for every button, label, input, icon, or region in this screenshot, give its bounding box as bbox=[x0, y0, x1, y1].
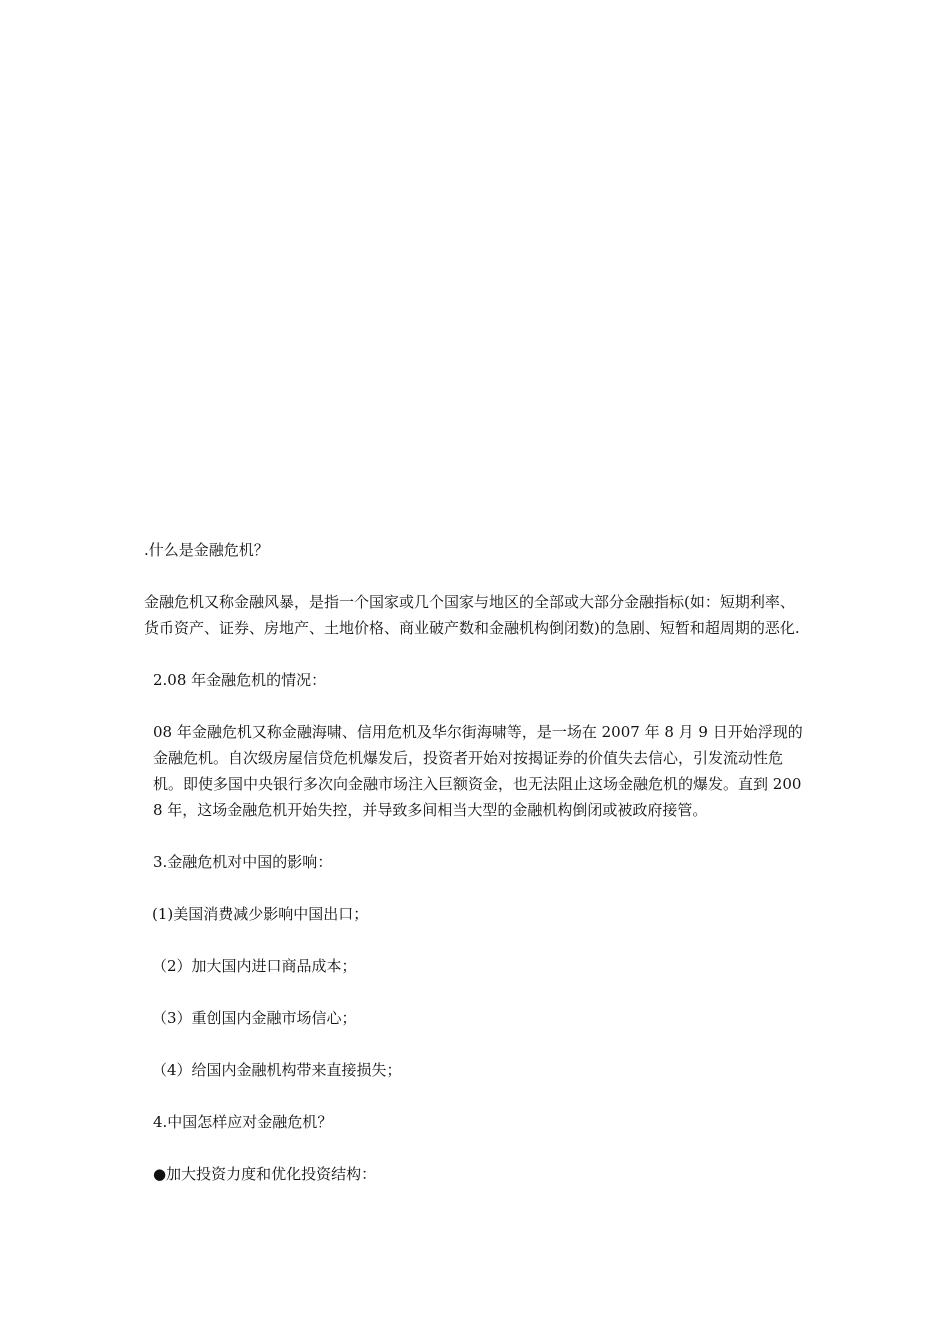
paragraph-gap bbox=[144, 1031, 808, 1057]
paragraph-gap bbox=[144, 823, 808, 849]
section-heading-what-is-crisis: .什么是金融危机？ bbox=[144, 541, 269, 559]
paragraph-gap bbox=[144, 693, 808, 719]
paragraph-gap bbox=[144, 641, 808, 667]
section-heading-impact-china: 3.金融危机对中国的影响： bbox=[153, 853, 333, 871]
impact-item-2: （2）加大国内进口商品成本； bbox=[152, 957, 357, 975]
paragraph-gap bbox=[144, 979, 808, 1005]
paragraph-gap bbox=[144, 1135, 808, 1161]
document-body bbox=[144, 537, 808, 1187]
paragraph-gap bbox=[144, 875, 808, 901]
paragraph-gap bbox=[144, 563, 808, 589]
section-heading-china-response: 4.中国怎样应对金融危机？ bbox=[153, 1113, 333, 1131]
definition-paragraph: 金融危机又称金融风暴，是指一个国家或几个国家与地区的全部或大部分金融指标(如：短期利率、货币资产、证券、房地产、土地价格、商业破产数和金融机构倒闭数)的急剧、短暂和超周期的恶化. bbox=[144, 593, 800, 637]
section-heading-2008-crisis: 2.08 年金融危机的情况： bbox=[153, 671, 327, 689]
response-bullet-1: ●加大投资力度和优化投资结构： bbox=[153, 1165, 377, 1183]
impact-item-3: （3）重创国内金融市场信心； bbox=[152, 1009, 357, 1027]
paragraph-gap bbox=[144, 927, 808, 953]
crisis-description-paragraph: 08 年金融危机又称金融海啸、信用危机及华尔街海啸等，是一场在 2007 年 8 月 9 日开始浮现的金融危机。自次级房屋信贷危机爆发后，投资者开始对按揭证券的价值失去信心，引发流动性危机。即使多国中央银行多次向金融市场注入巨额资金，也无法阻止这场金融危机的爆发。直到 2008 年，这场金融危机开始失控，并导致多间相当大型的金融机构倒闭或被政府接管。 bbox=[153, 723, 803, 819]
impact-item-1: (1)美国消费减少影响中国出口； bbox=[152, 905, 369, 923]
paragraph-gap bbox=[144, 1083, 808, 1109]
impact-item-4: （4）给国内金融机构带来直接损失； bbox=[152, 1061, 402, 1079]
